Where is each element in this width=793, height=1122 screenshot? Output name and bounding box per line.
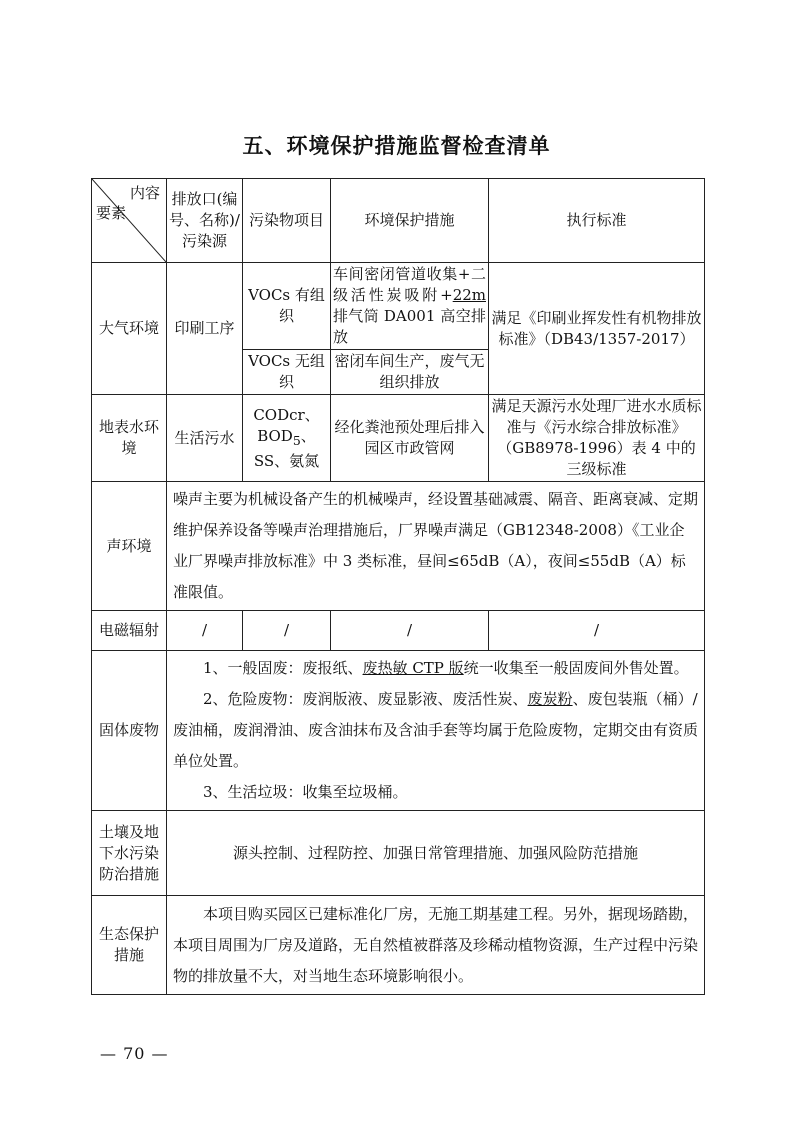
eco-text: 本项目购买园区已建标准化厂房，无施工期基建工程。另外，据现场踏勘，本项目周围为厂房及道路，无自然植被群落及珍稀动植物资源，生产过程中污染物的排放量不大，对当地生态环境影响很小。 (167, 896, 705, 995)
solid-waste-row (92, 651, 705, 811)
water-measure: 经化粪池预处理后排入园区市政管网 (331, 395, 489, 482)
header-measure: 环境保护措施 (331, 179, 489, 263)
air-element: 大气环境 (92, 263, 167, 395)
emr-standard: / (489, 611, 705, 651)
noise-row (92, 482, 705, 611)
solid-domestic: 3、生活垃圾：收集至垃圾桶。 (203, 783, 408, 801)
solid-text (167, 651, 705, 811)
emr-outlet: / (167, 611, 243, 651)
corner-top-label: 内容 (129, 184, 160, 202)
corner-bottom-label: 要素 (96, 204, 127, 222)
soil-row (92, 811, 705, 896)
header-row (92, 179, 705, 263)
emr-measure: / (331, 611, 489, 651)
corner-cell (92, 179, 167, 263)
air-outlet: 印刷工序 (167, 263, 243, 395)
inspection-table (91, 178, 705, 995)
solid-general: 1、一般固废：废报纸、废热敏 CTP 版统一收集至一般固废间外售处置。 (203, 659, 689, 677)
header-standard: 执行标准 (489, 179, 705, 263)
eco-row (92, 896, 705, 995)
water-pollutant: CODcr、$BOD_5$、SS、氨氮 (243, 395, 331, 482)
water-standard: 满足天源污水处理厂进水水质标准与《污水综合排放标准》（GB8978-1996）表 4 中的三级标准 (489, 395, 705, 482)
air-pollutant-unorganized: VOCs 无组织 (243, 350, 331, 395)
eco-element: 生态保护措施 (92, 896, 167, 995)
solid-element: 固体废物 (92, 651, 167, 811)
air-standard: 满足《印刷业挥发性有机物排放标准》（DB43/1357-2017） (489, 263, 705, 395)
surface-water-row (92, 395, 705, 482)
air-pollutant-organized: VOCs 有组织 (243, 263, 331, 350)
air-row-organized (92, 263, 705, 350)
noise-element: 声环境 (92, 482, 167, 611)
page-title: 五、环境保护措施监督检查清单 (242, 134, 551, 158)
page-number: — 70 — (100, 1044, 169, 1063)
soil-element: 土壤及地下水污染防治措施 (92, 811, 167, 896)
air-measure-unorganized: 密闭车间生产，废气无组织排放 (331, 350, 489, 395)
water-outlet: 生活污水 (167, 395, 243, 482)
air-measure-organized: 车间密闭管道收集+二级活性炭吸附+22m 排气筒 DA001 高空排放 (331, 263, 489, 350)
header-pollutant: 污染物项目 (243, 179, 331, 263)
emr-row (92, 611, 705, 651)
solid-hazardous: 2、危险废物：废润版液、废显影液、废活性炭、废炭粉、废包装瓶（桶）/废油桶，废润滑油、废含油抹布及含油手套等均属于危险废物，定期交由有资质单位处置。 (173, 690, 699, 770)
noise-text: 噪声主要为机械设备产生的机械噪声，经设置基础减震、隔音、距离衰减、定期维护保养设备等噪声治理措施后，厂界噪声满足（GB12348-2008）《工业企业厂界噪声排放标准》中 3 类标准，昼间≤65dB（A），夜间≤55dB（A）标准限值。 (167, 482, 705, 611)
emr-pollutant: / (243, 611, 331, 651)
soil-text: 源头控制、过程防控、加强日常管理措施、加强风险防范措施 (167, 811, 705, 896)
header-outlet: 排放口(编号、名称)/污染源 (167, 179, 243, 263)
emr-element: 电磁辐射 (92, 611, 167, 651)
water-element: 地表水环境 (92, 395, 167, 482)
